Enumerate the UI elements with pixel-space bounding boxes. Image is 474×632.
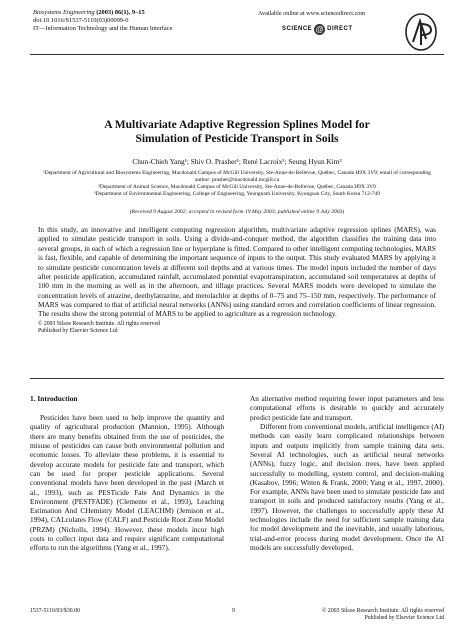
affiliation-3: ³Department of Environmental Engineering, College of Engineering, Yeungnam University, Kyungsan City, South Korea 712-749 (94, 190, 380, 197)
right-paragraph-2: Different from conventional models, artificial intelligence (AI) methods can easily learn complicated relationships between inputs and outputs implicitly from sample training data sets. Several AI technologies, such as artificial neural networks (ANNs), fuzzy logic, and decision trees, have been applied successfully to modelling, system control, and decision-making (Kasabov, 1996; Witten & Frank, 2000; Yang et al., 1997, 2000). For example, ANNs have been used to simulate pesticide fate and transport in soils and produced satisfactory results (Yang et al., 1997). However, the challenges to successfully apply these AI technologies include the need for sufficient sample training data for model development and the inevitable, and usually laborious, trial-and-error process during model development. Once the AI models are successfully developed, (250, 421, 444, 552)
abstract-publisher: Published by Elsevier Science Ltd (38, 328, 118, 335)
author-list: Chun-Chieh Yang¹; Shiv O. Prasher¹; René Lacroix²; Seung Hyun Kim³ (132, 157, 342, 166)
affiliation-2: ²Department of Animal Science, Macdonald Campus of McGill University, Ste-Anne-de-Bellevue, Québec, Canada H9X 3V9 (98, 183, 376, 190)
online-availability: Available online at www.sciencedirect.com (258, 10, 366, 17)
affiliation-1: ¹Department of Agricultural and Biosystems Engineering, Macdonald Campus of McGill University, Ste-Anne-de-Bellevue, Québec, Canada H9X 3V9; email of corresponding author: prasher@macdonald.mcgill.ca (43, 170, 431, 183)
paper-title (40, 118, 434, 146)
intro-paragraph-1: Pesticides have been used to help improve the quantity and quality of agricultural production (Mannion, 1995). Although there are many benefits obtained from the use of pesticides, the misuse of pesticides can cause both environmental pollution and economic losses. To alleviate these problems, it is essential to develop accurate models for pesticide fate and transport, which can be used for proper pesticide applications. Several conventional models have been developed in the past (March et al., 1993), such as PESTicide Fate And Dynamics in the Environment (PESTFADE) (Clemente et al., 1993), Leaching Estimation And CHemistry Model (LEACHM) (Jemison et al., 1994), CALculates Flow (CALF) and Pesticide Root Zone Model (PRZM) (Nicholls, 1994). However, these models incur high costs to collect input data and require significant computational efforts to run the algorithms (Yang et al., 1997). (30, 413, 224, 553)
abstract-rule (30, 378, 444, 379)
sd-right: DIRECT (327, 26, 353, 32)
title-line-1: A Multivariate Adaptive Regression Splines Model for (104, 119, 370, 131)
sciencedirect-logo (282, 22, 392, 36)
journal-name: Biosystems Engineering (33, 9, 95, 16)
publisher-logo (404, 12, 438, 52)
section-label: IT—Information Technology and the Human Interface (33, 25, 173, 32)
right-paragraph-1: An alternative method requiring fewer input parameters and less computational efforts is desirable to quickly and accurately predict pesticide fate and transport. (250, 394, 444, 422)
journal-citation (33, 9, 273, 17)
journal-header (33, 9, 273, 33)
abstract-copyright: © 2003 Silsoe Research Institute. All rights reserved (38, 320, 160, 327)
affiliations (38, 170, 436, 198)
footer-publisher-line: Published by Elsevier Science Ltd (364, 615, 444, 621)
footer-copyright-line: © 2003 Silsoe Research Institute. All rights reserved (322, 608, 444, 614)
journal-issue: (2003) 86(1), 9–15 (94, 9, 145, 16)
title-line-2: Simulation of Pesticide Transport in Soils (135, 133, 339, 145)
footer-copyright (270, 608, 444, 622)
sd-mark-icon: @ (315, 24, 324, 34)
section-heading: 1. Introduction (30, 394, 78, 403)
received-dates: (Received 9 August 2002; accepted in revised form 19 May 2003; published online 9 July 2003) (129, 209, 345, 215)
doi-text: doi:10.1016/S1537-5110(03)00099-0 (33, 17, 129, 24)
header-rule (30, 54, 444, 55)
abstract (38, 225, 436, 336)
left-column (30, 394, 224, 553)
sd-left: SCIENCE (282, 26, 313, 32)
page-number: 9 (232, 608, 235, 614)
footer-issn: 1537-5110/03/$30.00 (30, 608, 80, 614)
publisher-logo-icon (404, 12, 438, 52)
right-column (250, 394, 444, 552)
abstract-text: In this study, an innovative and intelligent computing regression algorithm, multivariate adaptive regression splines (MARS), was applied to simulate pesticide transport in soils. Using a divide-and-conquer method, the algorithm classifies the training data into several groups, in each of which a regression line or hyperplane is fitted. Compared to other intelligent computing technologies, MARS is fast, flexible, and capable of determining the important sequence of inputs to the output. This study evaluated MARS by applying it to simulate pesticide concentration levels at different soil depths and at various times. The model inputs included the number of days after pesticide application, accumulated rainfall, accumulated potential evapotranspiration, accumulated soil temperatures at depths of 100 mm in the morning as well as in the afternoon, and tillage practices. Several MARS models were developed to simulate the concentration levels of atrazine, deethylatrazine, and metolachlor at depths of 0–75 and 75–150 mm, respectively. The performance of MARS was compared to that of artificial neural networks (ANNs) using standard errors and correlation coefficients of linear regression. The results show the strong potential of MARS to be applied to agriculture as a regression technology. (38, 225, 436, 319)
